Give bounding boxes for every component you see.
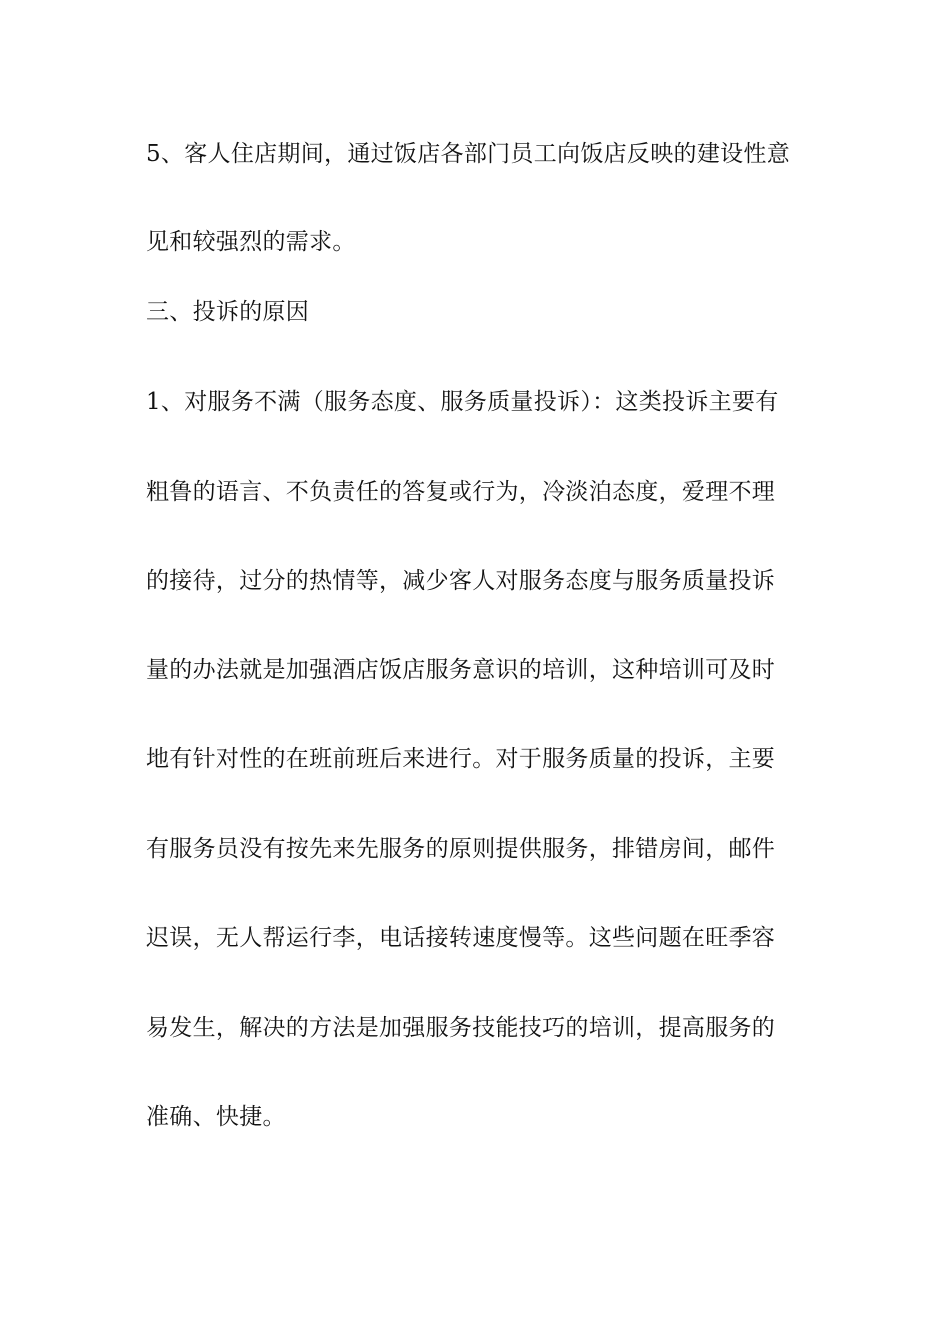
text-line-10: 迟误，无人帮运行李，电话接转速度慢等。这些问题在旺季容	[146, 925, 776, 951]
text-line-9: 有服务员没有按先来先服务的原则提供服务，排错房间，邮件	[146, 836, 776, 862]
section-heading: 三、投诉的原因	[146, 299, 310, 325]
text-line-1: 5、客人住店期间，通过饭店各部门员工向饭店反映的建设性意	[146, 141, 791, 167]
text-line-2: 见和较强烈的需求。	[146, 229, 356, 255]
text-line-8: 地有针对性的在班前班后来进行。对于服务质量的投诉，主要	[146, 746, 776, 772]
text-line-11: 易发生，解决的方法是加强服务技能技巧的培训，提高服务的	[146, 1015, 776, 1041]
text-line-12: 准确、快捷。	[146, 1104, 286, 1130]
text-line-5: 粗鲁的语言、不负责任的答复或行为，冷淡泊态度，爱理不理	[146, 479, 776, 505]
text-line-4: 1、对服务不满（服务态度、服务质量投诉）：这类投诉主要有	[146, 389, 779, 415]
text-line-6: 的接待，过分的热情等，减少客人对服务态度与服务质量投诉	[146, 568, 776, 594]
text-line-7: 量的办法就是加强酒店饭店服务意识的培训，这种培训可及时	[146, 657, 776, 683]
